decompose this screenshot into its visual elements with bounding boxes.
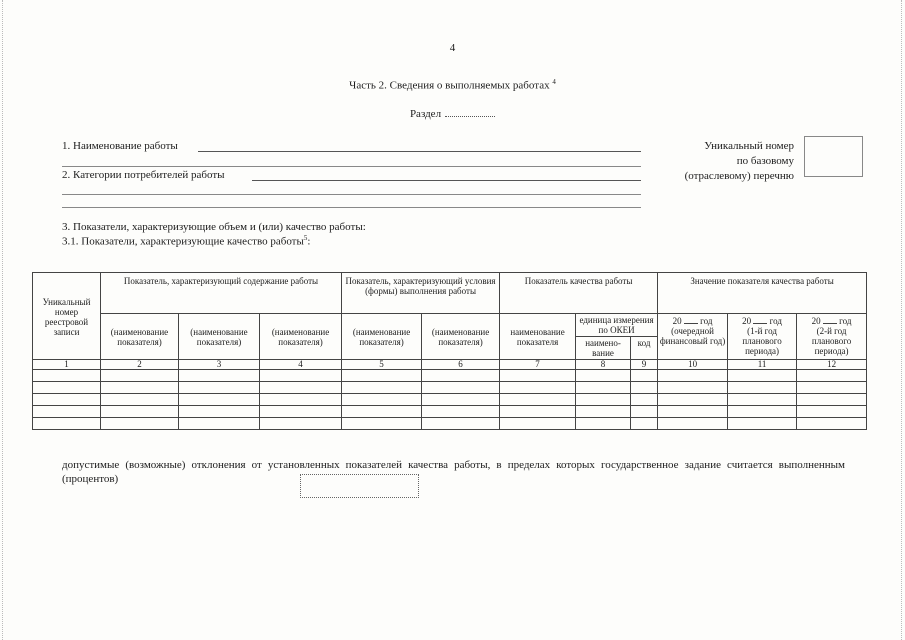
- header-content-indicator-2: (наименование показателя): [179, 314, 260, 360]
- column-number: 7: [500, 360, 576, 370]
- unique-number-line2: по базовому: [736, 155, 794, 167]
- year-1-word: год: [700, 316, 713, 326]
- table-cell[interactable]: [422, 394, 500, 406]
- column-number: 12: [797, 360, 867, 370]
- unique-number-line1: Уникальный номер: [704, 140, 794, 152]
- table-cell[interactable]: [260, 394, 342, 406]
- column-number: 4: [260, 360, 342, 370]
- table-cell[interactable]: [101, 406, 179, 418]
- table-row: [33, 370, 867, 382]
- table-cell[interactable]: [101, 418, 179, 430]
- consumer-categories-line[interactable]: [252, 180, 641, 181]
- indicators-subheading: [62, 234, 310, 248]
- page-number: 4: [449, 42, 456, 54]
- year-2-blank[interactable]: [753, 315, 767, 324]
- table-cell[interactable]: [342, 370, 422, 382]
- header-content-indicator-1: (наименование показателя): [101, 314, 179, 360]
- tolerance-text: допустимые (возможные) отклонения от установленных показателей качества работы, в пределах которых государственное задание считается выполненным (процентов): [62, 459, 845, 485]
- table-cell[interactable]: [101, 382, 179, 394]
- header-group-value: Значение показателя качества работы: [658, 273, 867, 314]
- table-cell[interactable]: [101, 394, 179, 406]
- year-2-prefix: 20: [742, 316, 752, 326]
- table-cell[interactable]: [342, 394, 422, 406]
- column-number: 1: [33, 360, 101, 370]
- table-cell[interactable]: [576, 382, 631, 394]
- header-conditions-indicator-1: (наименование показателя): [342, 314, 422, 360]
- consumer-categories-line-3[interactable]: [62, 207, 641, 208]
- table-cell[interactable]: [576, 418, 631, 430]
- table-cell[interactable]: [179, 382, 260, 394]
- table-cell[interactable]: [631, 394, 658, 406]
- unique-number-label: [685, 139, 794, 184]
- year-1-prefix: 20: [672, 316, 682, 326]
- header-unit-code: код: [631, 337, 658, 360]
- column-number: 3: [179, 360, 260, 370]
- table-cell[interactable]: [342, 406, 422, 418]
- year-3-word: год: [839, 316, 852, 326]
- header-group-content: Показатель, характеризующий содержание работы: [101, 273, 342, 314]
- table-cell[interactable]: [342, 418, 422, 430]
- tolerance-percent-box[interactable]: [300, 474, 419, 498]
- section-line: [0, 107, 905, 120]
- unique-number-line3: (отраслевому) перечню: [684, 170, 794, 182]
- year-3-prefix: 20: [811, 316, 821, 326]
- section-number-blank[interactable]: [445, 107, 495, 117]
- table-cell[interactable]: [797, 418, 867, 430]
- header-unit-name: наимено-вание: [576, 337, 631, 360]
- year-2-desc: (1-й год планового периода): [742, 326, 782, 356]
- table-cell[interactable]: [576, 394, 631, 406]
- unique-number-box[interactable]: [804, 136, 863, 177]
- table-cell[interactable]: [728, 394, 797, 406]
- table-row: [33, 406, 867, 418]
- column-number: 9: [631, 360, 658, 370]
- table-cell[interactable]: [179, 418, 260, 430]
- table-cell[interactable]: [101, 370, 179, 382]
- header-content-indicator-3: (наименование показателя): [260, 314, 342, 360]
- table-cell[interactable]: [576, 370, 631, 382]
- table-cell[interactable]: [797, 382, 867, 394]
- part-title-footnote: 4: [552, 78, 556, 86]
- column-number: 5: [342, 360, 422, 370]
- table-cell[interactable]: [797, 394, 867, 406]
- table-cell[interactable]: [797, 370, 867, 382]
- table-cell[interactable]: [422, 418, 500, 430]
- header-conditions-indicator-2: (наименование показателя): [422, 314, 500, 360]
- table-cell[interactable]: [658, 406, 728, 418]
- table-cell[interactable]: [658, 370, 728, 382]
- column-number: 2: [101, 360, 179, 370]
- table-cell[interactable]: [500, 370, 576, 382]
- table-cell[interactable]: [728, 406, 797, 418]
- table-cell[interactable]: [179, 370, 260, 382]
- part-title-text: Часть 2. Сведения о выполняемых работах: [349, 79, 550, 92]
- table-cell[interactable]: [260, 406, 342, 418]
- indicators-subheading-colon: :: [307, 235, 311, 248]
- table-cell[interactable]: [728, 370, 797, 382]
- header-quality-indicator-name: наименование показателя: [500, 314, 576, 360]
- table-cell[interactable]: [728, 382, 797, 394]
- column-number: 8: [576, 360, 631, 370]
- year-3-desc: (2-й год планового периода): [811, 326, 852, 356]
- table-cell[interactable]: [797, 406, 867, 418]
- table-cell[interactable]: [33, 382, 101, 394]
- table-cell[interactable]: [500, 406, 576, 418]
- quality-table: [32, 272, 867, 430]
- table-cell[interactable]: [342, 382, 422, 394]
- header-year-3: [797, 314, 867, 360]
- table-cell[interactable]: [658, 394, 728, 406]
- table-cell[interactable]: [422, 406, 500, 418]
- header-year-1: [658, 314, 728, 360]
- table-cell[interactable]: [33, 394, 101, 406]
- scan-edge-left: [2, 0, 3, 640]
- table-cell[interactable]: [500, 418, 576, 430]
- table-cell[interactable]: [422, 382, 500, 394]
- indicators-subheading-footnote: 5: [303, 234, 308, 242]
- table-cell[interactable]: [260, 418, 342, 430]
- header-unique-record: Уникальный номер реестровой записи: [33, 273, 101, 360]
- year-3-blank[interactable]: [823, 315, 837, 324]
- indicators-subheading-text: 3.1. Показатели, характеризующие качество работы: [62, 235, 304, 248]
- consumer-categories-label: 2. Категории потребителей работы: [62, 169, 225, 181]
- table-cell[interactable]: [631, 382, 658, 394]
- table-row: [33, 382, 867, 394]
- year-1-blank[interactable]: [684, 315, 698, 324]
- work-name-label: 1. Наименование работы: [62, 140, 178, 152]
- table-cell[interactable]: [422, 370, 500, 382]
- table-row: [33, 394, 867, 406]
- column-number: 10: [658, 360, 728, 370]
- work-name-line-2[interactable]: [62, 166, 641, 167]
- section-label: Раздел: [409, 108, 442, 120]
- header-unit-okei: единица измерения по ОКЕИ: [576, 314, 658, 337]
- table-cell[interactable]: [260, 370, 342, 382]
- table-cell[interactable]: [33, 370, 101, 382]
- table-cell[interactable]: [500, 382, 576, 394]
- table-cell[interactable]: [33, 418, 101, 430]
- table-cell[interactable]: [631, 370, 658, 382]
- table-cell[interactable]: [576, 406, 631, 418]
- table-cell[interactable]: [658, 418, 728, 430]
- column-number: 6: [422, 360, 500, 370]
- table-cell[interactable]: [33, 406, 101, 418]
- table-cell[interactable]: [631, 418, 658, 430]
- table-cell[interactable]: [728, 418, 797, 430]
- table-cell[interactable]: [631, 406, 658, 418]
- table-cell[interactable]: [658, 382, 728, 394]
- consumer-categories-line-2[interactable]: [62, 194, 641, 195]
- column-number: 11: [728, 360, 797, 370]
- table-cell[interactable]: [179, 406, 260, 418]
- header-group-quality: Показатель качества работы: [500, 273, 658, 314]
- year-1-desc: (очередной финансовый год): [659, 326, 726, 346]
- work-name-line[interactable]: [198, 151, 641, 152]
- header-group-conditions: Показатель, характеризующий условия (формы) выполнения работы: [342, 273, 500, 314]
- table-cell[interactable]: [260, 382, 342, 394]
- part-title: [0, 78, 905, 92]
- year-2-word: год: [769, 316, 782, 326]
- header-year-2: [728, 314, 797, 360]
- column-number-row: [33, 360, 867, 370]
- scan-edge-right: [901, 0, 902, 640]
- table-cell[interactable]: [500, 394, 576, 406]
- table-row: [33, 418, 867, 430]
- table-cell[interactable]: [179, 394, 260, 406]
- indicators-heading: 3. Показатели, характеризующие объем и (или) качество работы:: [62, 221, 366, 233]
